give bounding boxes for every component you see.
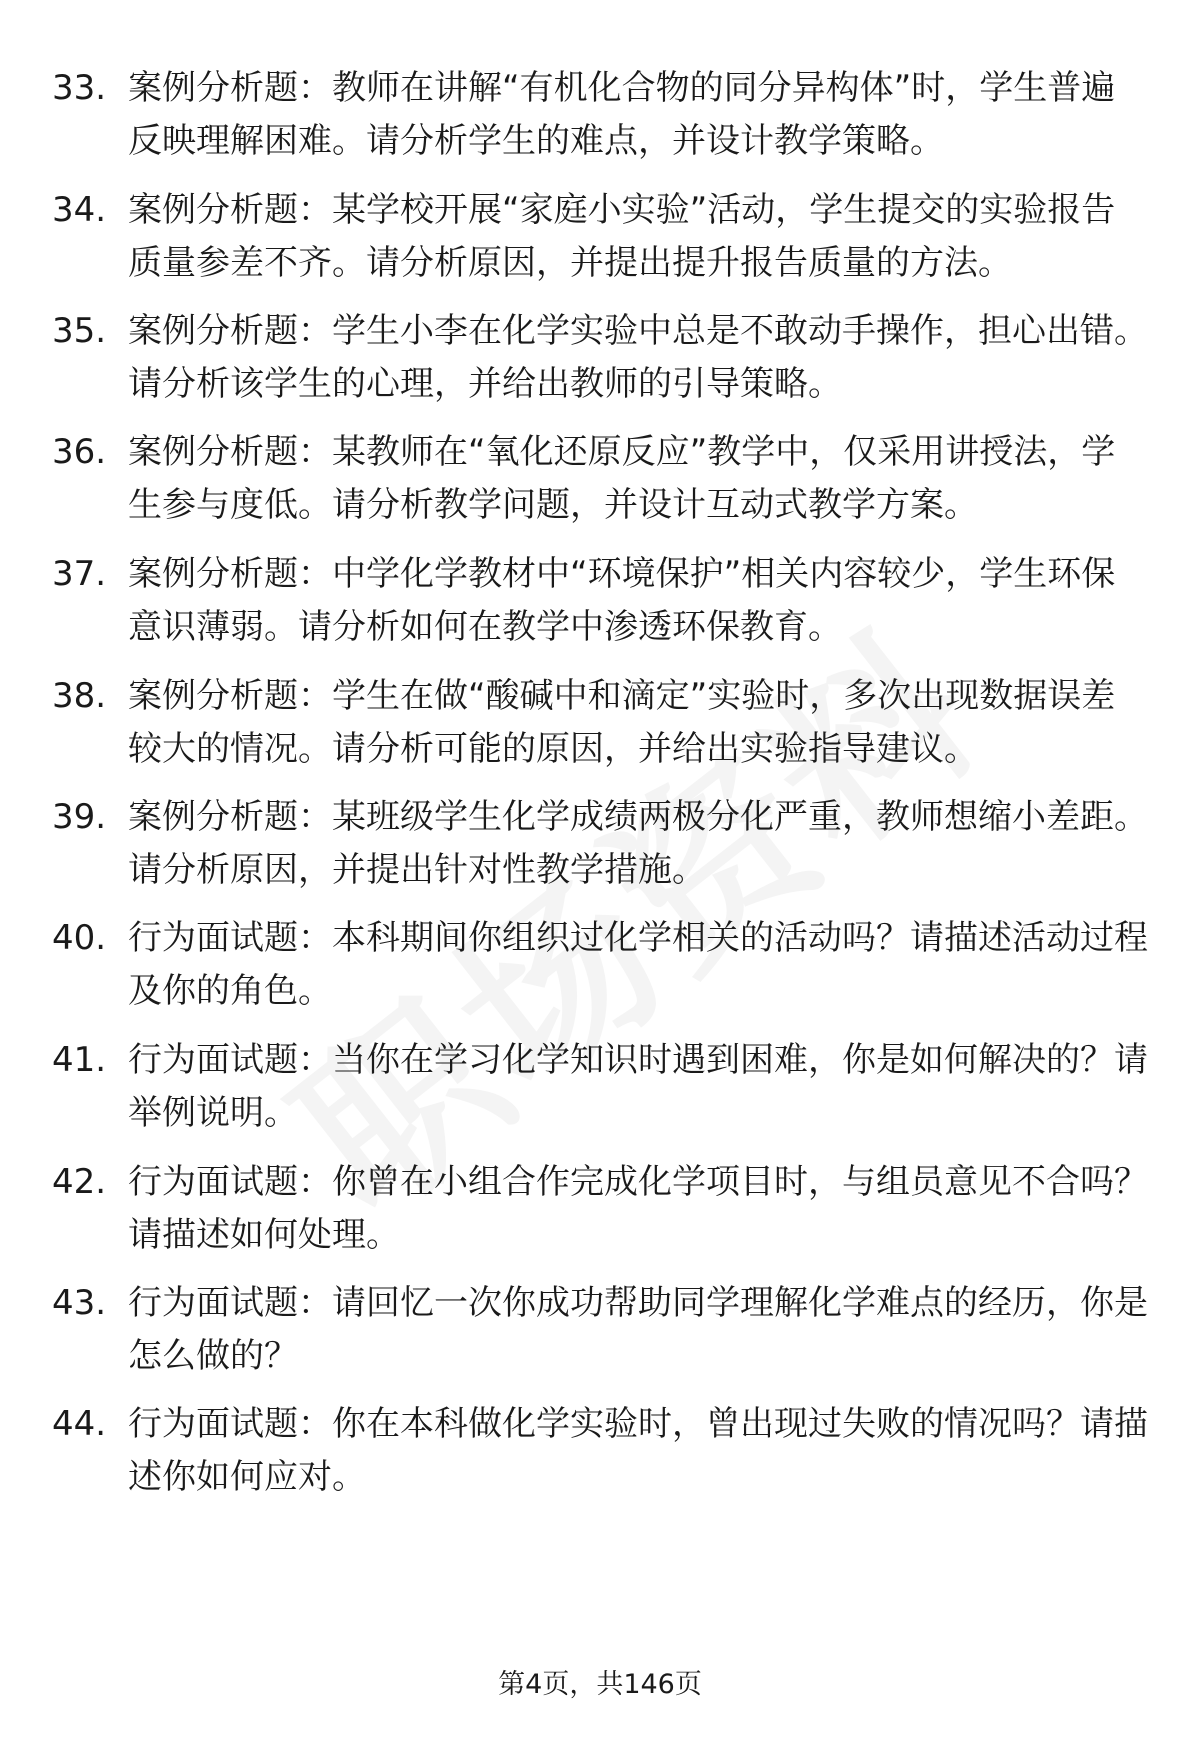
question-number: 43.	[52, 1283, 107, 1323]
question-number: 39.	[52, 797, 107, 837]
question-number: 38.	[52, 676, 107, 716]
question-number: 42.	[52, 1162, 107, 1202]
question-text: 案例分析题：某教师在“氧化还原反应”教学中，仅采用讲授法，学生参与度低。请分析教学问题，并设计互动式教学方案。	[128, 432, 1116, 525]
question-text: 行为面试题：请回忆一次你成功帮助同学理解化学难点的经历，你是怎么做的？	[128, 1283, 1148, 1376]
question-number: 40.	[52, 918, 107, 958]
question-text: 行为面试题：本科期间你组织过化学相关的活动吗？请描述活动过程及你的角色。	[128, 918, 1148, 1011]
question-number: 34.	[52, 190, 107, 230]
question-number: 36.	[52, 432, 107, 472]
question-text: 案例分析题：学生小李在化学实验中总是不敢动手操作，担心出错。请分析该学生的心理，并给出教师的引导策略。	[128, 311, 1148, 404]
page-number-footer: 第4页，共146页	[498, 1669, 702, 1700]
question-number: 33.	[52, 68, 107, 108]
question-text: 案例分析题：学生在做“酸碱中和滴定”实验时，多次出现数据误差较大的情况。请分析可能的原因，并给出实验指导建议。	[128, 676, 1116, 769]
question-text: 案例分析题：教师在讲解“有机化合物的同分异构体”时，学生普遍反映理解困难。请分析学生的难点，并设计教学策略。	[128, 68, 1116, 161]
question-text: 案例分析题：某班级学生化学成绩两极分化严重，教师想缩小差距。请分析原因，并提出针对性教学措施。	[128, 797, 1148, 890]
question-text: 行为面试题：当你在学习化学知识时遇到困难，你是如何解决的？请举例说明。	[128, 1040, 1148, 1133]
question-number: 41.	[52, 1040, 107, 1080]
question-number: 37.	[52, 554, 107, 594]
question-number: 44.	[52, 1404, 107, 1444]
question-text: 案例分析题：中学化学教材中“环境保护”相关内容较少，学生环保意识薄弱。请分析如何在教学中渗透环保教育。	[128, 554, 1116, 647]
question-text: 行为面试题：你曾在小组合作完成化学项目时，与组员意见不合吗？请描述如何处理。	[128, 1162, 1148, 1255]
question-number: 35.	[52, 311, 107, 351]
question-text: 案例分析题：某学校开展“家庭小实验”活动，学生提交的实验报告质量参差不齐。请分析原因，并提出提升报告质量的方法。	[128, 190, 1116, 283]
question-text: 行为面试题：你在本科做化学实验时，曾出现过失败的情况吗？请描述你如何应对。	[128, 1404, 1148, 1497]
